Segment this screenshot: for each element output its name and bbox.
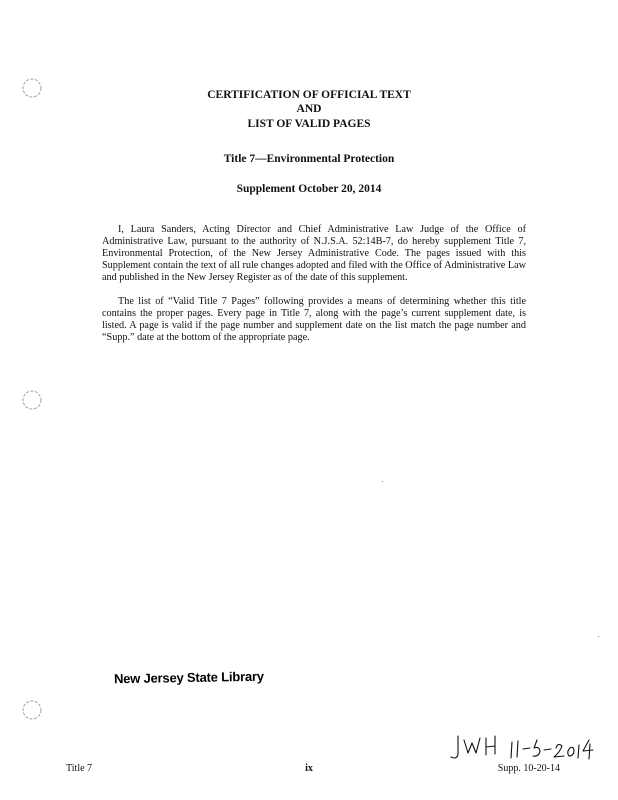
punch-hole-middle xyxy=(20,388,44,412)
punch-hole-bottom xyxy=(20,698,44,722)
footer-supplement-date: Supp. 10-20-14 xyxy=(497,763,560,774)
scan-speck xyxy=(382,481,383,482)
footer-title: Title 7 xyxy=(66,763,93,774)
certification-title-line-2: AND xyxy=(296,103,322,115)
footer-page-number: ix xyxy=(305,763,313,774)
valid-pages-paragraph: The list of “Valid Title 7 Pages” following provides a means of determining whether this title contains the proper pages. Every page in Title 7, along with the page’s current supplement date, is listed. A page is valid if the page number and supplement date on the list match the page number and “Supp.” date at the bottom of the appropriate page. xyxy=(102,296,526,343)
certification-paragraph: I, Laura Sanders, Acting Director and Chief Administrative Law Judge of the Office of Administrative Law, pursuant to the authority of N.J.S.A. 52:14B-7, do hereby supplement Title 7, Environmental Protection, of the New Jersey Administrative Code. The pages issued with this Supplement contain the text of all rule changes adopted and filed with the Office of Administrative Law and published in the New Jersey Register as of the date of this supplement. xyxy=(102,224,526,283)
library-stamp: New Jersey State Library xyxy=(113,668,264,687)
handwritten-initials-date xyxy=(448,726,598,766)
scan-speck xyxy=(598,636,599,637)
certification-title-line-1: CERTIFICATION OF OFFICIAL TEXT xyxy=(207,89,411,101)
supplement-date-heading: Supplement October 20, 2014 xyxy=(236,183,382,195)
title-subject: Title 7—Environmental Protection xyxy=(223,153,395,165)
certification-title-line-3: LIST OF VALID PAGES xyxy=(247,118,371,130)
